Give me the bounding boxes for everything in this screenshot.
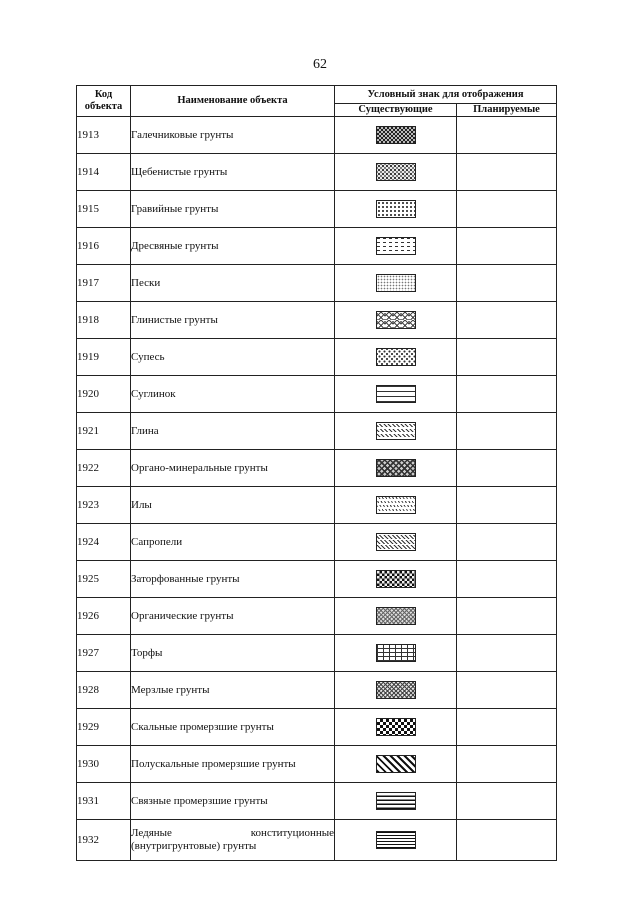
- planned-cell: [457, 413, 557, 450]
- semi-rocky-frozen-icon: [376, 755, 416, 773]
- gravelly-icon: [376, 200, 416, 218]
- row-code: 1918: [77, 302, 131, 339]
- table-row: [77, 820, 557, 861]
- clayey-icon: [376, 311, 416, 329]
- table-row: [77, 191, 557, 228]
- row-name: Илы: [131, 487, 335, 524]
- gravel-dense-icon: [376, 126, 416, 144]
- planned-cell: [457, 672, 557, 709]
- row-name: Органические грунты: [131, 598, 335, 635]
- frozen-icon: [376, 681, 416, 699]
- table-row: [77, 783, 557, 820]
- planned-cell: [457, 709, 557, 746]
- row-name: Заторфованные грунты: [131, 561, 335, 598]
- table-row: [77, 339, 557, 376]
- row-name: Полускальные промерзшие грунты: [131, 746, 335, 783]
- row-name: Супесь: [131, 339, 335, 376]
- planned-cell: [457, 191, 557, 228]
- row-name: Ледяные конституционные (внутригрунтовые) грунты: [131, 820, 335, 861]
- icy-constitutional-icon: [376, 831, 416, 849]
- row-code: 1916: [77, 228, 131, 265]
- planned-cell: [457, 265, 557, 302]
- legend-table: [76, 85, 557, 861]
- sandy-loam-icon: [376, 348, 416, 366]
- table-row: [77, 302, 557, 339]
- peaty-icon: [376, 570, 416, 588]
- planned-cell: [457, 635, 557, 672]
- row-code: 1932: [77, 820, 131, 861]
- row-code: 1913: [77, 117, 131, 154]
- planned-cell: [457, 524, 557, 561]
- page-number: 62: [313, 57, 327, 72]
- grus-icon: [376, 237, 416, 255]
- planned-cell: [457, 561, 557, 598]
- table-row: [77, 561, 557, 598]
- table-row: [77, 228, 557, 265]
- row-code: 1922: [77, 450, 131, 487]
- row-name: Глинистые грунты: [131, 302, 335, 339]
- row-code: 1923: [77, 487, 131, 524]
- row-name: Связные промерзшие грунты: [131, 783, 335, 820]
- planned-cell: [457, 783, 557, 820]
- header-existing: Существующие: [335, 104, 457, 117]
- row-name: Глина: [131, 413, 335, 450]
- row-code: 1931: [77, 783, 131, 820]
- row-name: Мерзлые грунты: [131, 672, 335, 709]
- table-row: [77, 154, 557, 191]
- crushed-stone-icon: [376, 163, 416, 181]
- row-code: 1919: [77, 339, 131, 376]
- row-name: Суглинок: [131, 376, 335, 413]
- row-name: Торфы: [131, 635, 335, 672]
- peat-icon: [376, 644, 416, 662]
- row-name: Дресвяные грунты: [131, 228, 335, 265]
- row-code: 1927: [77, 635, 131, 672]
- planned-cell: [457, 598, 557, 635]
- planned-cell: [457, 820, 557, 861]
- row-code: 1914: [77, 154, 131, 191]
- silt-icon: [376, 496, 416, 514]
- table-row: [77, 413, 557, 450]
- row-code: 1920: [77, 376, 131, 413]
- row-name: Щебенистые грунты: [131, 154, 335, 191]
- table-row: [77, 487, 557, 524]
- clay-icon: [376, 422, 416, 440]
- organo-mineral-icon: [376, 459, 416, 477]
- row-name: Пески: [131, 265, 335, 302]
- planned-cell: [457, 376, 557, 413]
- planned-cell: [457, 302, 557, 339]
- rocky-frozen-icon: [376, 718, 416, 736]
- row-name: Скальные промерзшие грунты: [131, 709, 335, 746]
- table-row: [77, 672, 557, 709]
- planned-cell: [457, 228, 557, 265]
- loam-icon: [376, 385, 416, 403]
- row-code: 1926: [77, 598, 131, 635]
- row-name: Гравийные грунты: [131, 191, 335, 228]
- row-code: 1928: [77, 672, 131, 709]
- table-row: [77, 746, 557, 783]
- planned-cell: [457, 450, 557, 487]
- row-name: Галечниковые грунты: [131, 117, 335, 154]
- row-code: 1925: [77, 561, 131, 598]
- planned-cell: [457, 746, 557, 783]
- row-code: 1921: [77, 413, 131, 450]
- planned-cell: [457, 339, 557, 376]
- row-code: 1929: [77, 709, 131, 746]
- table-row: [77, 376, 557, 413]
- table-row: [77, 265, 557, 302]
- header-planned: Планируемые: [457, 104, 557, 117]
- organic-icon: [376, 607, 416, 625]
- sapropel-icon: [376, 533, 416, 551]
- planned-cell: [457, 487, 557, 524]
- table-row: [77, 450, 557, 487]
- header-code: Код объекта: [77, 86, 131, 117]
- row-name: Сапропели: [131, 524, 335, 561]
- planned-cell: [457, 117, 557, 154]
- header-name: Наименование объекта: [131, 86, 335, 117]
- table-row: [77, 117, 557, 154]
- row-name: Органо-минеральные грунты: [131, 450, 335, 487]
- table-row: [77, 635, 557, 672]
- row-code: 1924: [77, 524, 131, 561]
- table-row: [77, 524, 557, 561]
- sand-icon: [376, 274, 416, 292]
- table-row: [77, 598, 557, 635]
- cohesive-frozen-icon: [376, 792, 416, 810]
- table-row: [77, 709, 557, 746]
- row-code: 1917: [77, 265, 131, 302]
- row-code: 1930: [77, 746, 131, 783]
- row-code: 1915: [77, 191, 131, 228]
- header-symbol: Условный знак для отображения: [335, 86, 557, 104]
- planned-cell: [457, 154, 557, 191]
